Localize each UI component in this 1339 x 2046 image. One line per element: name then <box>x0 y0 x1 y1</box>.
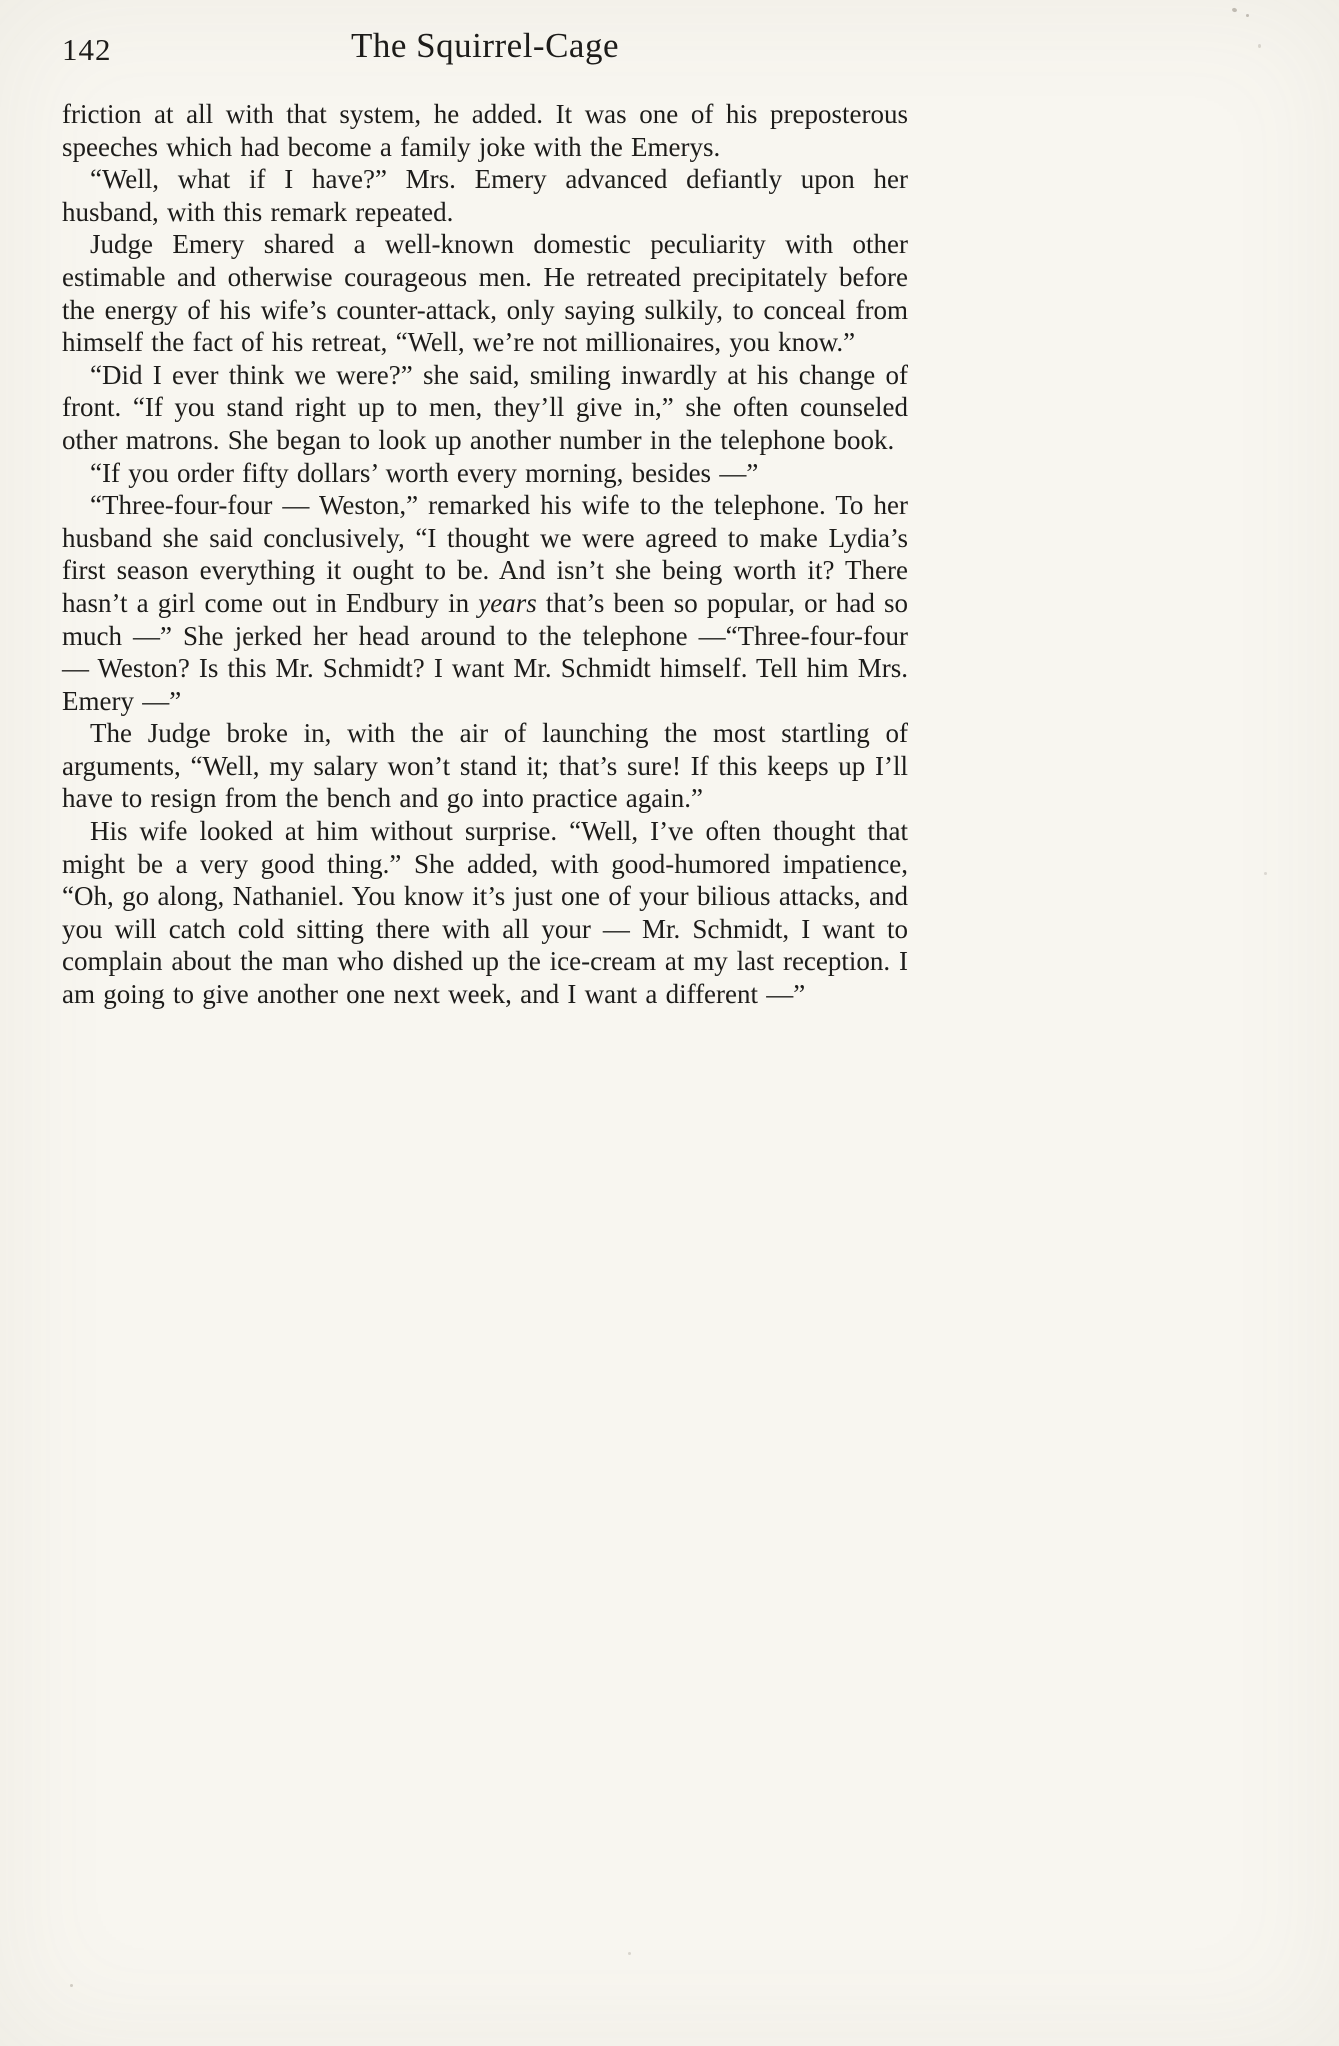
paragraph <box>62 163 908 228</box>
text-run: friction at all with that system, he added. It was one of his preposterous speeches which had become a family joke with the Emerys. <box>62 99 908 162</box>
scan-speck <box>628 1952 631 1955</box>
paragraph <box>62 717 908 815</box>
text-run: His wife looked at him without surprise. “Well, I’ve often thought that might be a very good thing.” She added, with good-humored impatience, “Oh, go along, Nathaniel. You know it’s just one of your bilious attacks, and you will catch cold sitting there with all your — Mr. Schmidt, I want to complain about the man who dished up the ice-cream at my last reception. I am going to give another one next week, and I want a different —” <box>62 816 908 1010</box>
scan-speck <box>1246 14 1249 17</box>
scan-speck <box>1264 872 1267 875</box>
text-run: “Three-four-four — Weston,” remarked his wife to the telephone. To her husband she said conclusively, “I thought we were agreed to make Lydia’s first season everything it ought to be. And isn’t she being worth it? There hasn’t a girl come out in Endbury in <box>62 490 908 618</box>
page-body <box>62 98 908 1011</box>
text-run: “Did I ever think we were?” she said, smiling inwardly at his change of front. “If you stand right up to men, they’ll give in,” she often counseled other matrons. She began to look up another number in the telephone book. <box>62 359 908 455</box>
text-run: that’s been so popular, or had so much —” She jerked her head around to the telephone —“Three-four-four — Weston? Is this Mr. Schmidt? I want Mr. Schmidt himself. Tell him Mrs. Emery —” <box>62 587 908 716</box>
italic-text-run: years <box>478 587 537 618</box>
paragraph <box>62 98 908 163</box>
book-title: The Squirrel-Cage <box>351 26 619 65</box>
scan-speck <box>70 1984 73 1987</box>
text-run: “If you order fifty dollars’ worth every morning, besides —” <box>90 457 759 488</box>
page-header <box>62 26 908 74</box>
scan-speck <box>1231 7 1237 12</box>
paragraph <box>62 228 908 358</box>
text-run: “Well, what if I have?” Mrs. Emery advanced defiantly upon her husband, with this remark repeated. <box>62 164 908 227</box>
paragraph <box>62 457 908 490</box>
paragraph <box>62 815 908 1011</box>
paragraph <box>62 489 908 717</box>
text-run: Judge Emery shared a well-known domestic peculiarity with other estimable and otherwise courageous men. He retreated precipitately before the energy of his wife’s counter-attack, only saying sulkily, to conceal from himself the fact of his retreat, “Well, we’re not millionaires, you know.” <box>62 229 908 358</box>
page-number: 142 <box>62 32 112 67</box>
text-run: The Judge broke in, with the air of launching the most startling of arguments, “Well, my salary won’t stand it; that’s sure! If this keeps up I’ll have to resign from the bench and go into practice again.” <box>62 718 908 814</box>
scan-speck <box>1258 44 1261 48</box>
paragraph <box>62 359 908 457</box>
